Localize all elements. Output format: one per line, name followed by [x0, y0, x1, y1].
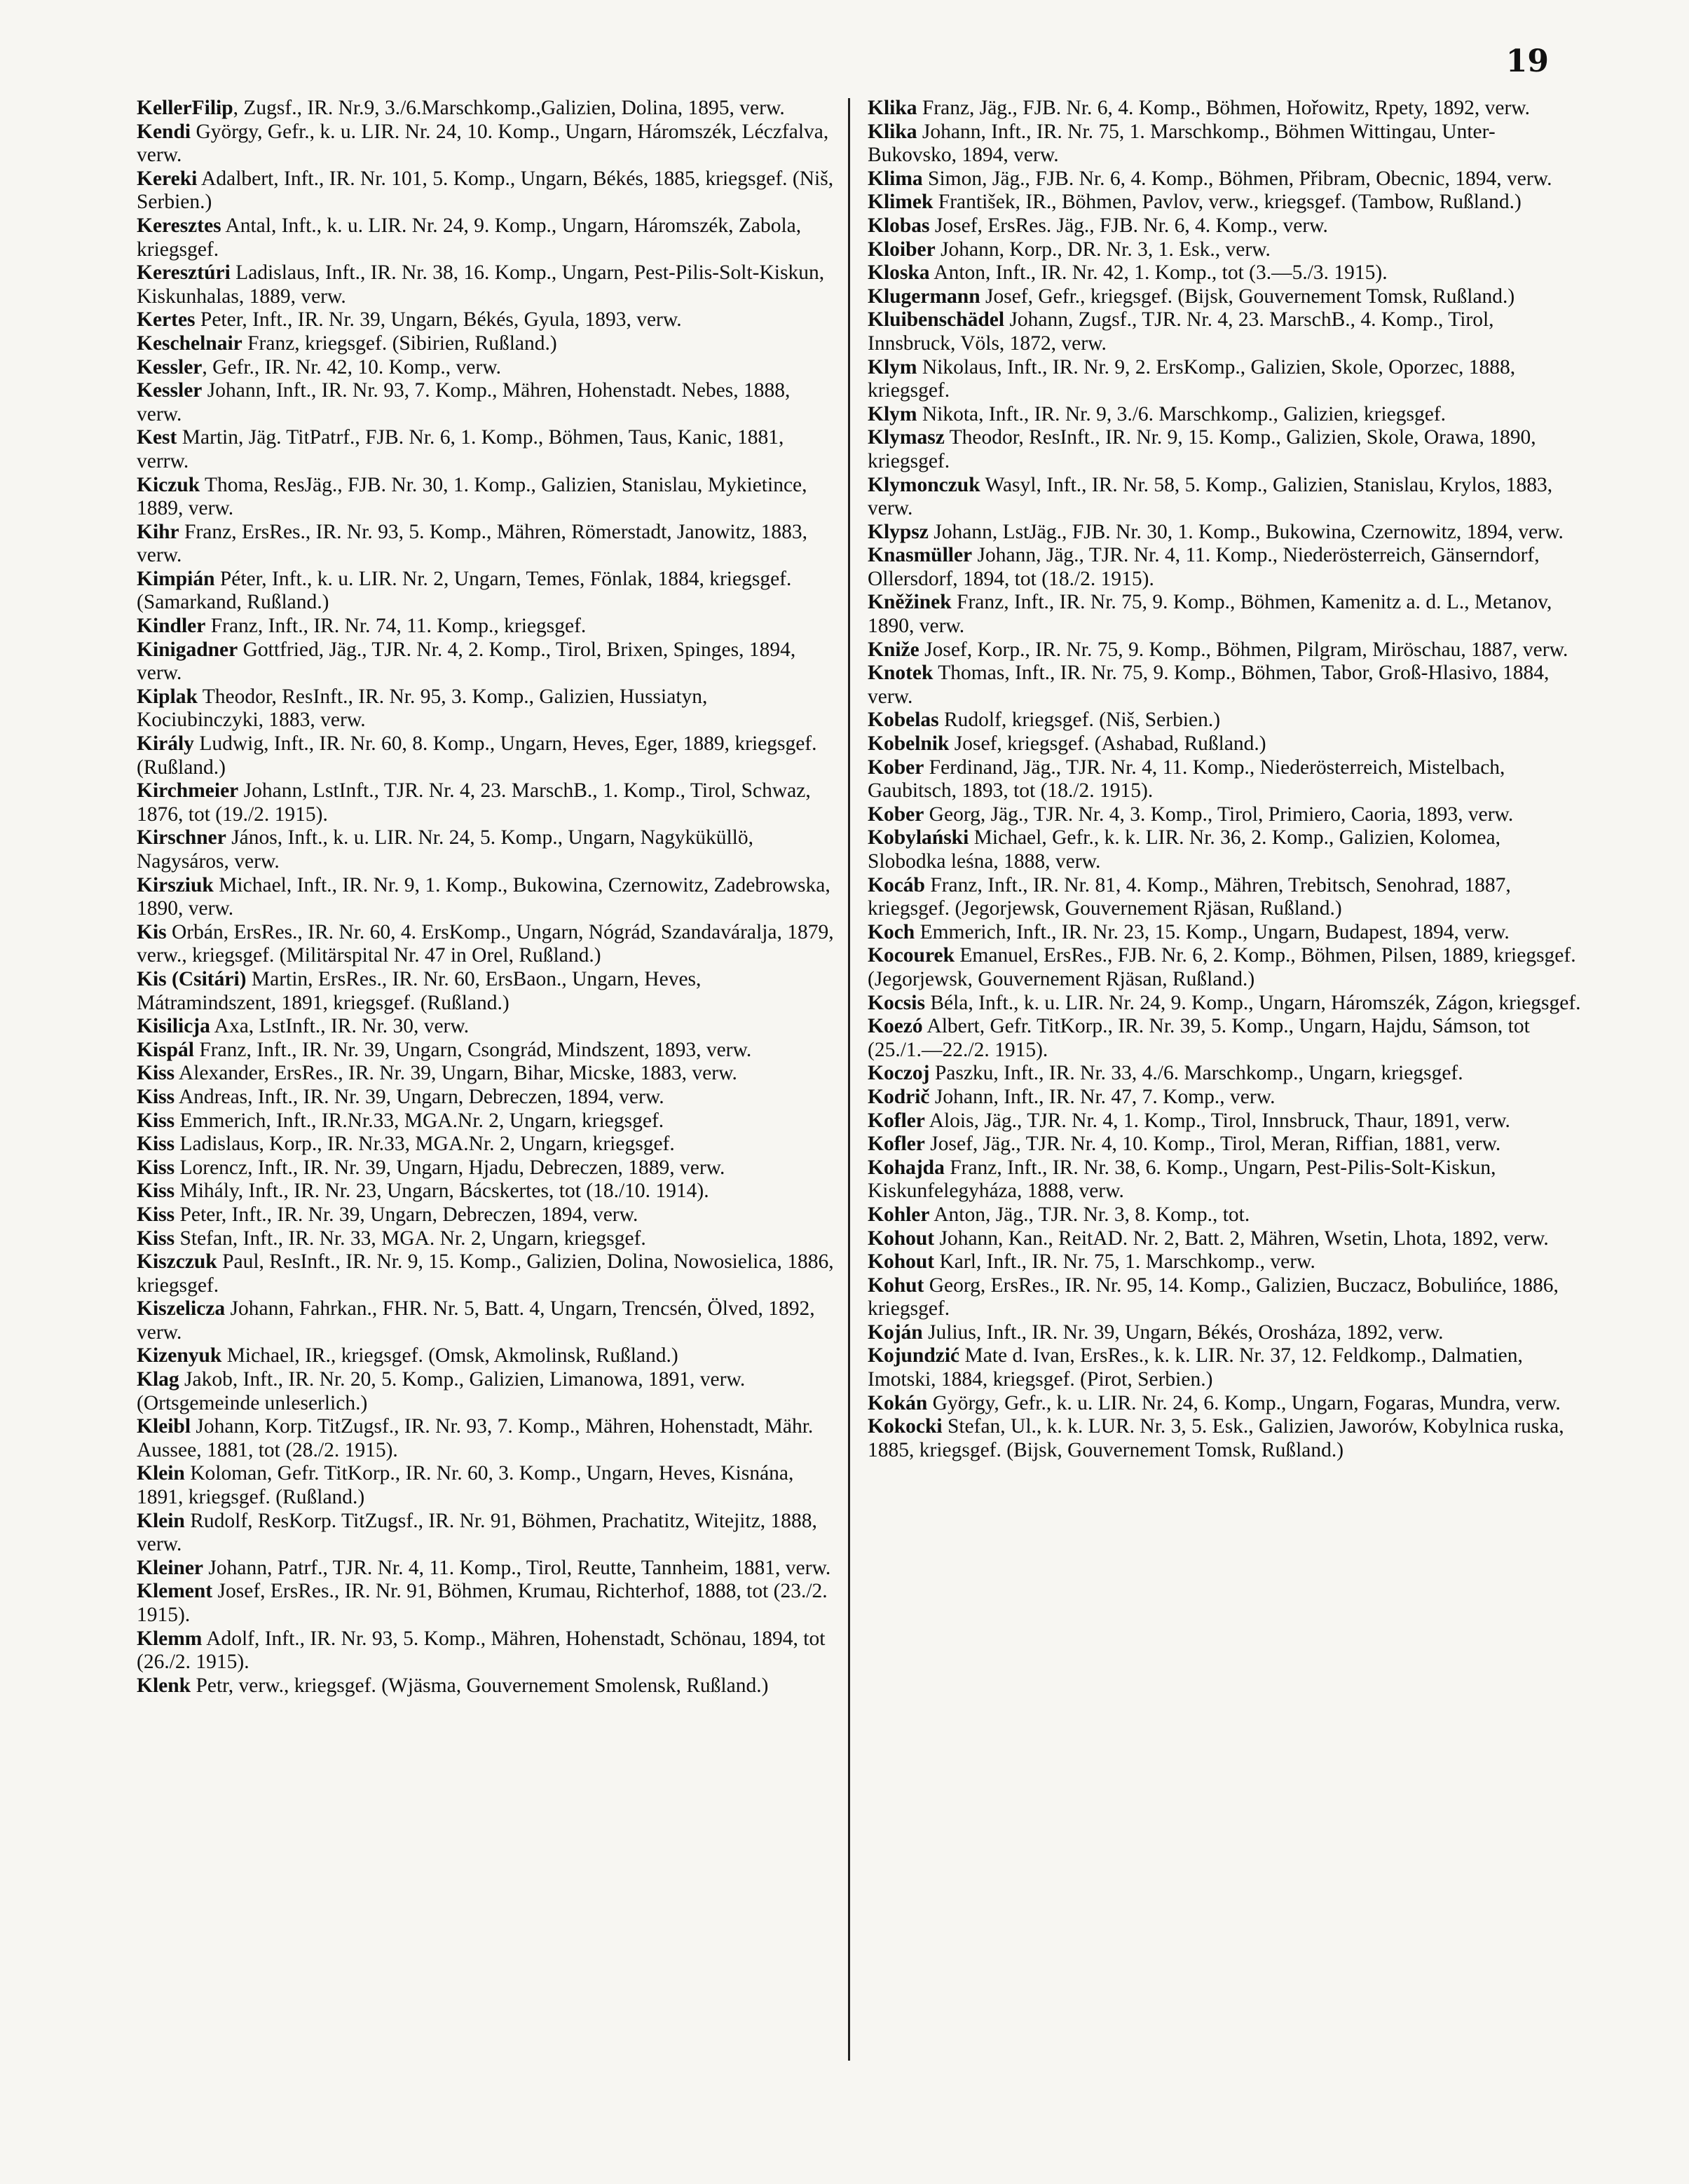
entry-name: Kinigadner [137, 638, 238, 661]
entry [868, 1086, 1582, 1110]
entry-name: Kohout [868, 1250, 935, 1274]
entry [137, 1180, 837, 1203]
entry [868, 1203, 1582, 1227]
entry [137, 1062, 837, 1086]
entry-name: Kober [868, 803, 924, 826]
entry-name: Klein [137, 1462, 185, 1485]
entry-details: Peter, Inft., IR. Nr. 39, Ungarn, Debreczen, 1894, verw. [175, 1203, 638, 1226]
entry-details: Josef, Gefr., kriegsgef. (Bijsk, Gouvernement Tomsk, Rußland.) [980, 285, 1515, 308]
entry [137, 1250, 837, 1297]
entry-details: Georg, ErsRes., IR. Nr. 95, 14. Komp., Galizien, Buczacz, Bobulińce, 1886, kriegsgef. [868, 1274, 1559, 1320]
entry-details: Johann, Fahrkan., FHR. Nr. 5, Batt. 4, Ungarn, Trencsén, Ölved, 1892, verw. [137, 1297, 815, 1344]
entry [868, 1227, 1582, 1251]
entry-details: Paszku, Inft., IR. Nr. 33, 4./6. Marschkomp., Ungarn, kriegsgef. [929, 1062, 1463, 1085]
entry-details: Emanuel, ErsRes., FJB. Nr. 6, 2. Komp., Böhmen, Pilsen, 1889, kriegsgef. (Jegorjewsk, Gouvernement Rjäsan, Rußland.) [868, 944, 1576, 990]
entry [137, 261, 837, 308]
entry [868, 308, 1582, 355]
entry-details: Michael, Gefr., k. k. LIR. Nr. 36, 2. Komp., Galizien, Kolomea, Slobodka leśna, 1888, verw. [868, 826, 1500, 873]
entry-details: Andreas, Inft., IR. Nr. 39, Ungarn, Debreczen, 1894, verw. [175, 1085, 664, 1108]
entry-details: György, Gefr., k. u. LIR. Nr. 24, 10. Komp., Ungarn, Háromszék, Léczfalva, verw. [137, 120, 829, 167]
entry-details: , Gefr., IR. Nr. 42, 10. Komp., verw. [202, 355, 501, 378]
entry [868, 285, 1582, 309]
entry-name: Kiszczuk [137, 1250, 217, 1274]
entry-name: Kober [868, 756, 924, 779]
entry-name: Kojundzić [868, 1344, 960, 1367]
entry-name: Klika [868, 97, 917, 119]
entry-details: Franz, kriegsgef. (Sibirien, Rußland.) [242, 332, 557, 355]
entry [868, 826, 1582, 873]
entry [137, 1203, 837, 1227]
entry-name: Klym [868, 402, 917, 425]
entry-name: KellerFilip [137, 97, 233, 119]
entry-name: Klymonczuk [868, 473, 980, 496]
entry-name: Kindler [137, 615, 206, 638]
entry-details: Josef, kriegsgef. (Ashabad, Rußland.) [949, 732, 1266, 756]
entry-name: Kirsziuk [137, 873, 214, 896]
entry-name: Kobelas [868, 709, 939, 732]
entry-name: Kest [137, 426, 177, 449]
entry [137, 1674, 837, 1698]
entry-name: Kocsis [868, 991, 925, 1014]
entry-details: Johann, Inft., IR. Nr. 75, 1. Marschkomp., Böhmen Wittingau, Unter-Bukovsko, 1894, verw. [868, 120, 1496, 167]
entry-details: Nikota, Inft., IR. Nr. 9, 3./6. Marschkomp., Galizien, kriegsgef. [917, 402, 1447, 425]
entry-name: Kleiner [137, 1556, 204, 1579]
entry [137, 826, 837, 873]
entry [868, 238, 1582, 262]
entry [137, 332, 837, 356]
entry [137, 1297, 837, 1344]
entry-name: Kohut [868, 1274, 924, 1297]
entry-details: Franz, Jäg., FJB. Nr. 6, 4. Komp., Böhmen, Hořowitz, Rpety, 1892, verw. [917, 97, 1531, 119]
entry [137, 379, 837, 426]
entry-name: Kessler [137, 379, 203, 402]
entry [868, 803, 1582, 827]
entry-name: Kessler [137, 355, 203, 378]
entry-name: Kokán [868, 1391, 928, 1414]
entry-details: György, Gefr., k. u. LIR. Nr. 24, 6. Komp., Ungarn, Fogaras, Mundra, verw. [927, 1391, 1561, 1414]
entry [137, 921, 837, 968]
entry-details: Josef, ErsRes., IR. Nr. 91, Böhmen, Krumau, Richterhof, 1888, tot (23./2. 1915). [137, 1580, 828, 1626]
entry-name: Kertes [137, 308, 196, 332]
entry [137, 1015, 837, 1039]
entry [868, 1321, 1582, 1345]
entry [137, 1627, 837, 1674]
entry-name: Kiss [137, 1109, 175, 1132]
entry [137, 1368, 837, 1415]
entry-details: Josef, Korp., IR. Nr. 75, 9. Komp., Böhmen, Pilgram, Miröschau, 1887, verw. [919, 638, 1568, 661]
entry-details: Wasyl, Inft., IR. Nr. 58, 5. Komp., Galizien, Stanislau, Krylos, 1883, verw. [868, 473, 1553, 520]
entry [137, 1086, 837, 1110]
entry-name: Klein [137, 1509, 185, 1532]
entry-details: Stefan, Ul., k. k. LUR. Nr. 3, 5. Esk., Galizien, Jaworów, Kobylnica ruska, 1885, kriegsgef. (Bijsk, Gouvernement Tomsk, Rußland.) [868, 1415, 1564, 1461]
entry-name: Keresztúri [137, 261, 231, 285]
entry [137, 1227, 837, 1251]
entry-details: Peter, Inft., IR. Nr. 39, Ungarn, Békés, Gyula, 1893, verw. [195, 308, 682, 332]
entry-name: Klemm [137, 1627, 203, 1650]
entry [137, 779, 837, 826]
entry [137, 97, 837, 121]
entry-details: Johann, Jäg., TJR. Nr. 4, 11. Komp., Niederösterreich, Gänserndorf, Ollersdorf, 1894, tot (18./2. 1915). [868, 544, 1540, 590]
entry [868, 1392, 1582, 1416]
entry-details: Mate d. Ivan, ErsRes., k. k. LIR. Nr. 37, 12. Feldkomp., Dalmatien, Imotski, 1884, kriegsgef. (Pirot, Serbien.) [868, 1344, 1523, 1391]
entry-details: Orbán, ErsRes., IR. Nr. 60, 4. ErsKomp., Ungarn, Nógrád, Szandaváralja, 1879, verw., kriegsgef. (Militärspital Nr. 47 in Orel, Rußland.) [137, 920, 834, 967]
entry-details: Franz, ErsRes., IR. Nr. 93, 5. Komp., Mähren, Römerstadt, Janowitz, 1883, verw. [137, 520, 808, 567]
entry-details: Anton, Jäg., TJR. Nr. 3, 8. Komp., tot. [929, 1203, 1250, 1226]
entry-details: Ladislaus, Korp., IR. Nr.33, MGA.Nr. 2, Ungarn, kriegsgef. [175, 1133, 675, 1156]
entry [137, 1110, 837, 1133]
entry-name: Kniže [868, 638, 919, 661]
entry-details: Petr, verw., kriegsgef. (Wjäsma, Gouvernement Smolensk, Rußland.) [191, 1674, 769, 1697]
entry [137, 521, 837, 568]
entry-name: Kluibenschädel [868, 308, 1005, 332]
entry [868, 1062, 1582, 1086]
entry-name: Kofler [868, 1109, 925, 1132]
entry [137, 1462, 837, 1509]
entry [868, 426, 1582, 473]
entry-details: Péter, Inft., k. u. LIR. Nr. 2, Ungarn, Temes, Fönlak, 1884, kriegsgef. (Samarkand, Rußland.) [137, 567, 792, 614]
entry-name: Kleibl [137, 1415, 191, 1438]
entry [868, 168, 1582, 191]
entry [868, 121, 1582, 168]
entry-details: Koloman, Gefr. TitKorp., IR. Nr. 60, 3. Komp., Ungarn, Heves, Kisnána, 1891, kriegsgef. (Rußland.) [137, 1462, 794, 1509]
entry [137, 168, 837, 214]
entry-details: Lorencz, Inft., IR. Nr. 39, Ungarn, Hjadu, Debreczen, 1889, verw. [175, 1156, 725, 1179]
entry [137, 1133, 837, 1156]
entry [137, 426, 837, 473]
entry [137, 1415, 837, 1462]
entry-name: Kimpián [137, 567, 215, 590]
entry [868, 1133, 1582, 1156]
entry [868, 1415, 1582, 1462]
entry-name: Kis (Csitári) [137, 967, 247, 990]
entry-details: Michael, IR., kriegsgef. (Omsk, Akmolinsk, Rußland.) [221, 1344, 678, 1367]
entry-name: Kodrič [868, 1085, 930, 1108]
entry-name: Kis [137, 920, 167, 943]
entry-details: Ferdinand, Jäg., TJR. Nr. 4, 11. Komp., Niederösterreich, Mistelbach, Gaubitsch, 1893, tot (18./2. 1915). [868, 756, 1505, 803]
entry-name: Kiss [137, 1133, 175, 1156]
entry [868, 1250, 1582, 1274]
entry-name: Klym [868, 355, 917, 378]
entry-details: Theodor, ResInft., IR. Nr. 9, 15. Komp., Galizien, Skole, Orawa, 1890, kriegsgef. [868, 426, 1536, 472]
entry-name: Kereki [137, 167, 198, 190]
entry [868, 1274, 1582, 1321]
entry-name: Kocourek [868, 944, 955, 967]
entry-name: Keschelnair [137, 332, 242, 355]
entry-name: Kispál [137, 1038, 194, 1061]
entry [137, 568, 837, 615]
entry-details: Nikolaus, Inft., IR. Nr. 9, 2. ErsKomp., Galizien, Skole, Oporzec, 1888, kriegsgef. [868, 355, 1516, 402]
entry-name: Klika [868, 120, 917, 143]
entry [868, 474, 1582, 521]
entry [868, 732, 1582, 756]
entry-details: Emmerich, Inft., IR. Nr. 23, 15. Komp., Ungarn, Budapest, 1894, verw. [915, 920, 1510, 943]
entry [868, 1344, 1582, 1391]
entry [868, 214, 1582, 238]
entry-details: Franz, Inft., IR. Nr. 74, 11. Komp., kriegsgef. [205, 615, 587, 638]
entry [868, 921, 1582, 945]
entry-name: Kobelnik [868, 732, 950, 756]
entry [868, 662, 1582, 709]
entry [868, 1156, 1582, 1203]
entry [137, 474, 837, 521]
entry [137, 1039, 837, 1063]
entry-details: Johann, Zugsf., TJR. Nr. 4, 23. MarschB., 4. Komp., Tirol, Innsbruck, Völs, 1872, verw. [868, 308, 1494, 355]
entry [868, 261, 1582, 285]
entry [868, 356, 1582, 403]
entry-details: Johann, Inft., IR. Nr. 47, 7. Komp., verw. [929, 1085, 1276, 1108]
entry [868, 1015, 1582, 1062]
entry [137, 1156, 837, 1180]
entry-details: Johann, LstJäg., FJB. Nr. 30, 1. Komp., Bukowina, Czernowitz, 1894, verw. [928, 520, 1564, 543]
entry-details: Theodor, ResInft., IR. Nr. 95, 3. Komp., Galizien, Hussiatyn, Kociubinczyki, 1883, verw. [137, 685, 708, 732]
entry-name: Klobas [868, 214, 930, 237]
entry-name: Kohler [868, 1203, 930, 1226]
entry-details: Rudolf, ResKorp. TitZugsf., IR. Nr. 91, Böhmen, Prachatitz, Witejitz, 1888, verw. [137, 1509, 817, 1556]
entry [137, 1344, 837, 1368]
entry-name: Kiss [137, 1085, 175, 1108]
entry-details: Martin, Jäg. TitPatrf., FJB. Nr. 6, 1. Komp., Böhmen, Taus, Kanic, 1881, verrw. [137, 426, 784, 472]
entry-details: Alexander, ErsRes., IR. Nr. 39, Ungarn, Bihar, Micske, 1883, verw. [175, 1062, 737, 1085]
entry-details: Rudolf, kriegsgef. (Niš, Serbien.) [938, 709, 1221, 732]
entry-details: Johann, Kan., ReitAD. Nr. 2, Batt. 2, Mähren, Wsetin, Lhota, 1892, verw. [934, 1227, 1549, 1250]
entry-name: Klima [868, 167, 923, 190]
entry-name: Kloska [868, 261, 930, 285]
entry-details: František, IR., Böhmen, Pavlov, verw., kriegsgef. (Tambow, Rußland.) [933, 191, 1522, 214]
entry-details: Emmerich, Inft., IR.Nr.33, MGA.Nr. 2, Ungarn, kriegsgef. [175, 1109, 664, 1132]
entry-name: Klymasz [868, 426, 945, 449]
entry-name: Klag [137, 1368, 179, 1391]
entry-details: Gottfried, Jäg., TJR. Nr. 4, 2. Komp., Tirol, Brixen, Spinges, 1894, verw. [137, 638, 796, 685]
entry-name: Kohout [868, 1227, 935, 1250]
entry [868, 521, 1582, 545]
entry-details: Ladislaus, Inft., IR. Nr. 38, 16. Komp., Ungarn, Pest-Pilis-Solt-Kiskun, Kiskunhalas, 1889, verw. [137, 261, 825, 308]
right-column [868, 97, 1582, 1462]
entry-details: Anton, Inft., IR. Nr. 42, 1. Komp., tot (3.—5./3. 1915). [929, 261, 1388, 285]
entry-name: Klugermann [868, 285, 980, 308]
entry [137, 356, 837, 380]
entry [137, 1557, 837, 1581]
entry-details: Simon, Jäg., FJB. Nr. 6, 4. Komp., Böhmen, Přibram, Obecnic, 1894, verw. [922, 167, 1552, 190]
entry [137, 968, 837, 1015]
entry-name: Kiplak [137, 685, 198, 708]
entry-details: Johann, Korp. TitZugsf., IR. Nr. 93, 7. Komp., Mähren, Hohenstadt, Mähr. Aussee, 1881, tot (28./2. 1915). [137, 1415, 814, 1461]
entry-details: Josef, ErsRes. Jäg., FJB. Nr. 6, 4. Komp., verw. [929, 214, 1328, 237]
entry [137, 1510, 837, 1557]
entry [137, 214, 837, 261]
entry-name: Kiss [137, 1062, 175, 1085]
entry-details: Alois, Jäg., TJR. Nr. 4, 1. Komp., Tirol, Innsbruck, Thaur, 1891, verw. [924, 1109, 1510, 1132]
entry-details: Franz, Inft., IR. Nr. 81, 4. Komp., Mähren, Trebitsch, Senohrad, 1887, kriegsgef. (Jegorjewsk, Gouvernement Rjäsan, Rußland.) [868, 873, 1511, 920]
entry-name: Kiss [137, 1227, 175, 1250]
entry-name: Kiss [137, 1203, 175, 1226]
entry-details: Michael, Inft., IR. Nr. 9, 1. Komp., Bukowina, Czernowitz, Zadebrowska, 1890, verw. [137, 873, 830, 920]
entry [868, 544, 1582, 591]
left-column [137, 97, 837, 1698]
entry-details: Thoma, ResJäg., FJB. Nr. 30, 1. Komp., Galizien, Stanislau, Mykietince, 1889, verw. [137, 473, 807, 520]
entry-details: Franz, Inft., IR. Nr. 39, Ungarn, Csongrád, Mindszent, 1893, verw. [193, 1038, 752, 1061]
entry-name: Klypsz [868, 520, 929, 543]
entry-details: Karl, Inft., IR. Nr. 75, 1. Marschkomp., verw. [934, 1250, 1315, 1274]
entry-name: Klement [137, 1580, 213, 1603]
entry-details: Paul, ResInft., IR. Nr. 9, 15. Komp., Galizien, Dolina, Nowosielica, 1886, kriegsgef. [137, 1250, 834, 1297]
entry [868, 944, 1582, 991]
entry-name: Klimek [868, 191, 934, 214]
entry [868, 1110, 1582, 1133]
entry-details: Julius, Inft., IR. Nr. 39, Ungarn, Békés, Orosháza, 1892, verw. [922, 1320, 1444, 1344]
entry-name: Kocáb [868, 873, 925, 896]
entry-details: Albert, Gefr. TitKorp., IR. Nr. 39, 5. Komp., Ungarn, Hajdu, Sámson, tot (25./1.—22./2. 1915). [868, 1015, 1530, 1061]
entry-name: Kirschner [137, 826, 226, 849]
entry-name: Kisilicja [137, 1015, 210, 1038]
entry-name: Knotek [868, 662, 934, 685]
entry-details: Thomas, Inft., IR. Nr. 75, 9. Komp., Böhmen, Tabor, Groß-Hlasivo, 1884, verw. [868, 662, 1550, 708]
entry-details: Adolf, Inft., IR. Nr. 93, 5. Komp., Mähren, Hohenstadt, Schönau, 1894, tot (26./2. 1915). [137, 1627, 826, 1674]
entry-details: Johann, LstInft., TJR. Nr. 4, 23. MarschB., 1. Komp., Tirol, Schwaz, 1876, tot (19./2. 1915). [137, 779, 811, 826]
entry-details: Johann, Korp., DR. Nr. 3, 1. Esk., verw. [935, 238, 1271, 261]
entry-name: Kloiber [868, 238, 936, 261]
entry-details: Mihály, Inft., IR. Nr. 23, Ungarn, Bácskertes, tot (18./10. 1914). [175, 1180, 709, 1203]
entry-name: Kiss [137, 1156, 175, 1179]
page-number: 19 [1505, 43, 1549, 79]
entry [137, 1580, 837, 1627]
entry-details: Martin, ErsRes., IR. Nr. 60, ErsBaon., Ungarn, Heves, Mátramindszent, 1891, kriegsgef. (Rußland.) [137, 967, 702, 1014]
entry [137, 615, 837, 639]
entry [137, 874, 837, 921]
entry-details: Josef, Jäg., TJR. Nr. 4, 10. Komp., Tirol, Meran, Riffian, 1881, verw. [924, 1133, 1501, 1156]
entry-details: Axa, LstInft., IR. Nr. 30, verw. [210, 1015, 470, 1038]
entry-name: Kihr [137, 520, 179, 543]
entry-name: Király [137, 732, 194, 756]
entry-details: Franz, Inft., IR. Nr. 38, 6. Komp., Ungarn, Pest-Pilis-Solt-Kiskun, Kiskunfelegyháza, 1888, verw. [868, 1156, 1496, 1203]
entry-name: Kiczuk [137, 473, 200, 496]
column-divider [848, 98, 850, 2061]
entry-details: Béla, Inft., k. u. LIR. Nr. 24, 9. Komp., Ungarn, Háromszék, Zágon, kriegsgef. [924, 991, 1581, 1014]
entry-name: Koezó [868, 1015, 923, 1038]
entry [868, 591, 1582, 638]
entry-details: Adalbert, Inft., IR. Nr. 101, 5. Komp., Ungarn, Békés, 1885, kriegsgef. (Niš, Serbien.) [137, 167, 834, 214]
entry-name: Kiss [137, 1180, 175, 1203]
entry-name: Kizenyuk [137, 1344, 222, 1367]
entry-name: Kendi [137, 120, 191, 143]
entry [868, 756, 1582, 803]
entry-name: Kohajda [868, 1156, 945, 1179]
entry-name: Kofler [868, 1133, 925, 1156]
entry [137, 639, 837, 685]
entry [137, 121, 837, 168]
entry [868, 97, 1582, 121]
entry-name: Kirchmeier [137, 779, 239, 803]
entry-name: Keresztes [137, 214, 221, 237]
entry-name: Koján [868, 1320, 923, 1344]
entry [868, 191, 1582, 214]
entry-details: Johann, Patrf., TJR. Nr. 4, 11. Komp., Tirol, Reutte, Tannheim, 1881, verw. [203, 1556, 831, 1579]
entry-details: , Zugsf., IR. Nr.9, 3./6.Marschkomp.,Galizien, Dolina, 1895, verw. [233, 97, 785, 119]
entry-details: Franz, Inft., IR. Nr. 75, 9. Komp., Böhmen, Kamenitz a. d. L., Metanov, 1890, verw. [868, 591, 1552, 638]
entry-name: Koch [868, 920, 915, 943]
entry-details: Antal, Inft., k. u. LIR. Nr. 24, 9. Komp., Ungarn, Háromszék, Zabola, kriegsgef. [137, 214, 802, 261]
entry [868, 874, 1582, 921]
entry-details: János, Inft., k. u. LIR. Nr. 24, 5. Komp., Ungarn, Nagyküküllö, Nagysáros, verw. [137, 826, 753, 873]
entry-name: Koczoj [868, 1062, 930, 1085]
entry-name: Kiszelicza [137, 1297, 226, 1320]
entry [137, 732, 837, 779]
entry-name: Kněžinek [868, 591, 952, 614]
entry [868, 639, 1582, 662]
entry-details: Georg, Jäg., TJR. Nr. 4, 3. Komp., Tirol, Primiero, Caoria, 1893, verw. [924, 803, 1514, 826]
entry-details: Ludwig, Inft., IR. Nr. 60, 8. Komp., Ungarn, Heves, Eger, 1889, kriegsgef. (Rußland.) [137, 732, 817, 779]
entry-details: Stefan, Inft., IR. Nr. 33, MGA. Nr. 2, Ungarn, kriegsgef. [175, 1227, 646, 1250]
entry [137, 685, 837, 732]
entry [137, 308, 837, 332]
entry-name: Kobylański [868, 826, 969, 849]
entry-name: Klenk [137, 1674, 191, 1697]
entry [868, 992, 1582, 1016]
entry-name: Kokocki [868, 1415, 943, 1438]
entry-name: Knasmüller [868, 544, 973, 567]
entry [868, 403, 1582, 427]
entry-details: Jakob, Inft., IR. Nr. 20, 5. Komp., Galizien, Limanowa, 1891, verw. (Ortsgemeinde unleserlich.) [137, 1368, 746, 1414]
entry [868, 709, 1582, 732]
entry-details: Johann, Inft., IR. Nr. 93, 7. Komp., Mähren, Hohenstadt. Nebes, 1888, verw. [137, 379, 791, 425]
